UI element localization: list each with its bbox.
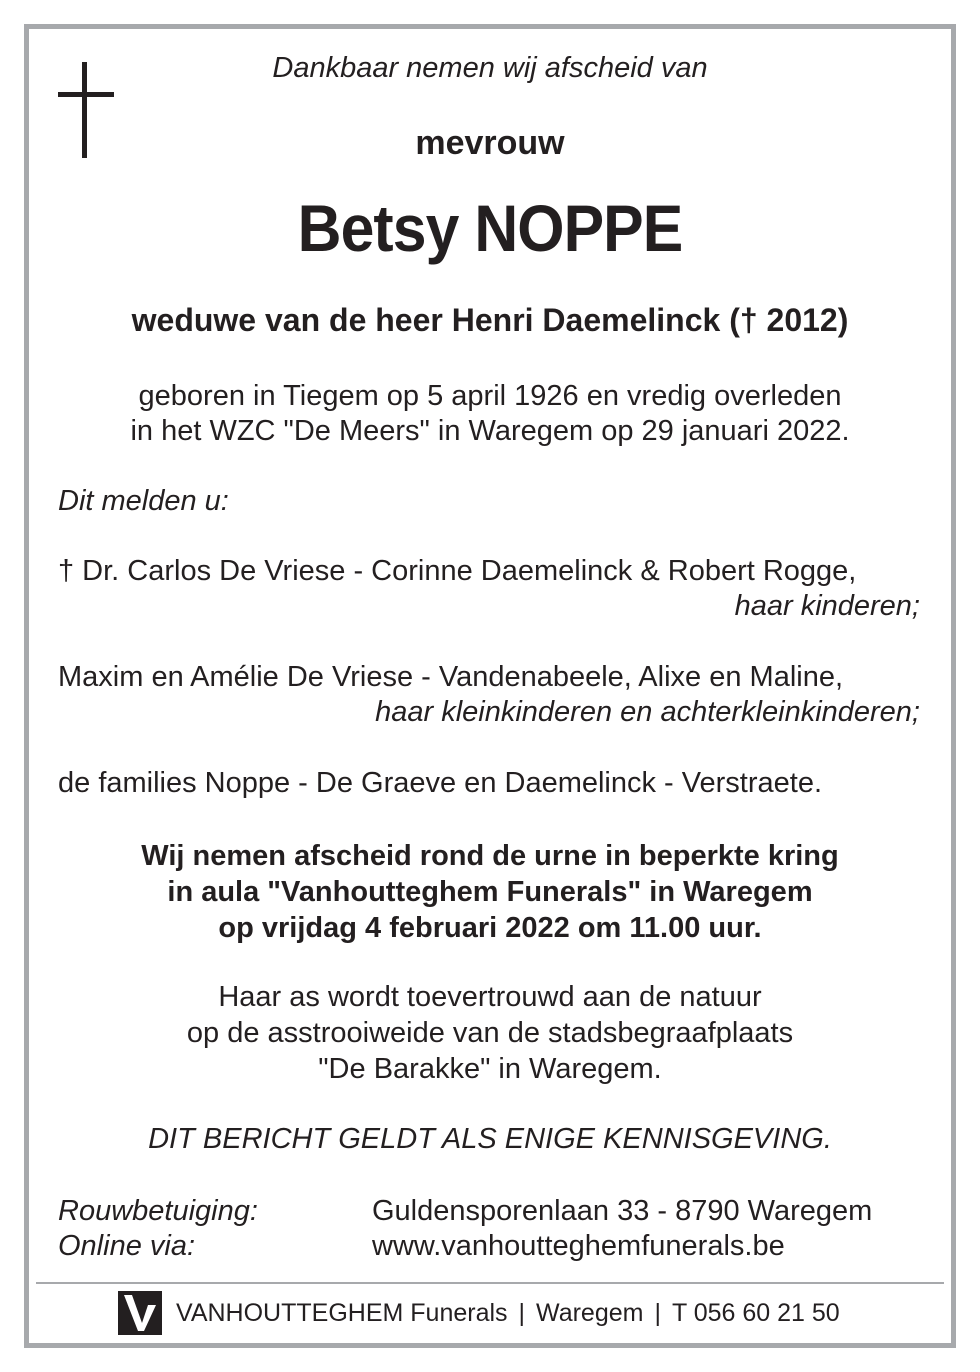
footer-phone: T 056 60 21 50 (671, 1298, 840, 1327)
footer-company: VANHOUTTEGHEM Funerals (176, 1298, 508, 1327)
online-label: Online via: (58, 1230, 196, 1262)
condolence-address: Guldensporenlaan 33 - 8790 Waregem (372, 1195, 873, 1227)
widow-of-text: weduwe van de heer Henri Daemelinck († 2012) (131, 302, 849, 338)
ashes-line-3: "De Barakke" in Waregem. (318, 1053, 662, 1085)
families-text: de families Noppe - De Graeve en Daemelinck - Verstraete. (58, 767, 823, 799)
deceased-name: Betsy NOPPE (297, 191, 683, 265)
grandchildren-names: Maxim en Amélie De Vriese - Vandenabeele, Alixe en Maline, (58, 661, 844, 693)
birth-line-2: in het WZC "De Meers" in Waregem op 29 januari 2022. (130, 415, 850, 447)
ceremony-line-2: in aula "Vanhoutteghem Funerals" in Waregem (167, 876, 813, 908)
footer-separator-2: | (654, 1298, 661, 1327)
title-text: mevrouw (415, 124, 565, 162)
ashes-line-2: op de asstrooiweide van de stadsbegraafplaats (186, 1017, 794, 1049)
birth-line-1: geboren in Tiegem op 5 april 1926 en vredig overleden (138, 380, 842, 412)
grandchildren-role: haar kleinkinderen en achterkleinkinderen; (375, 696, 920, 728)
footer-city: Waregem (536, 1298, 644, 1327)
ashes-line-1: Haar as wordt toevertrouwd aan de natuur (218, 981, 762, 1013)
condolence-label: Rouwbetuiging: (58, 1195, 258, 1227)
vanhoutteghem-logo-icon (118, 1291, 162, 1335)
footer (118, 1290, 840, 1336)
online-url[interactable]: www.vanhoutteghemfunerals.be (372, 1230, 785, 1262)
ceremony-line-3: op vrijdag 4 februari 2022 om 11.00 uur. (218, 912, 762, 944)
official-notice: DIT BERICHT GELDT ALS ENIGE KENNISGEVING. (148, 1123, 832, 1155)
intro-text: Dankbaar nemen wij afscheid van (272, 52, 708, 84)
children-names: † Dr. Carlos De Vriese - Corinne Daemelinck & Robert Rogge, (58, 555, 857, 587)
footer-divider (36, 1282, 944, 1284)
footer-separator-1: | (518, 1298, 526, 1327)
announce-text: Dit melden u: (58, 485, 229, 517)
ceremony-line-1: Wij nemen afscheid rond de urne in beperkte kring (141, 840, 839, 872)
children-role: haar kinderen; (734, 590, 920, 622)
